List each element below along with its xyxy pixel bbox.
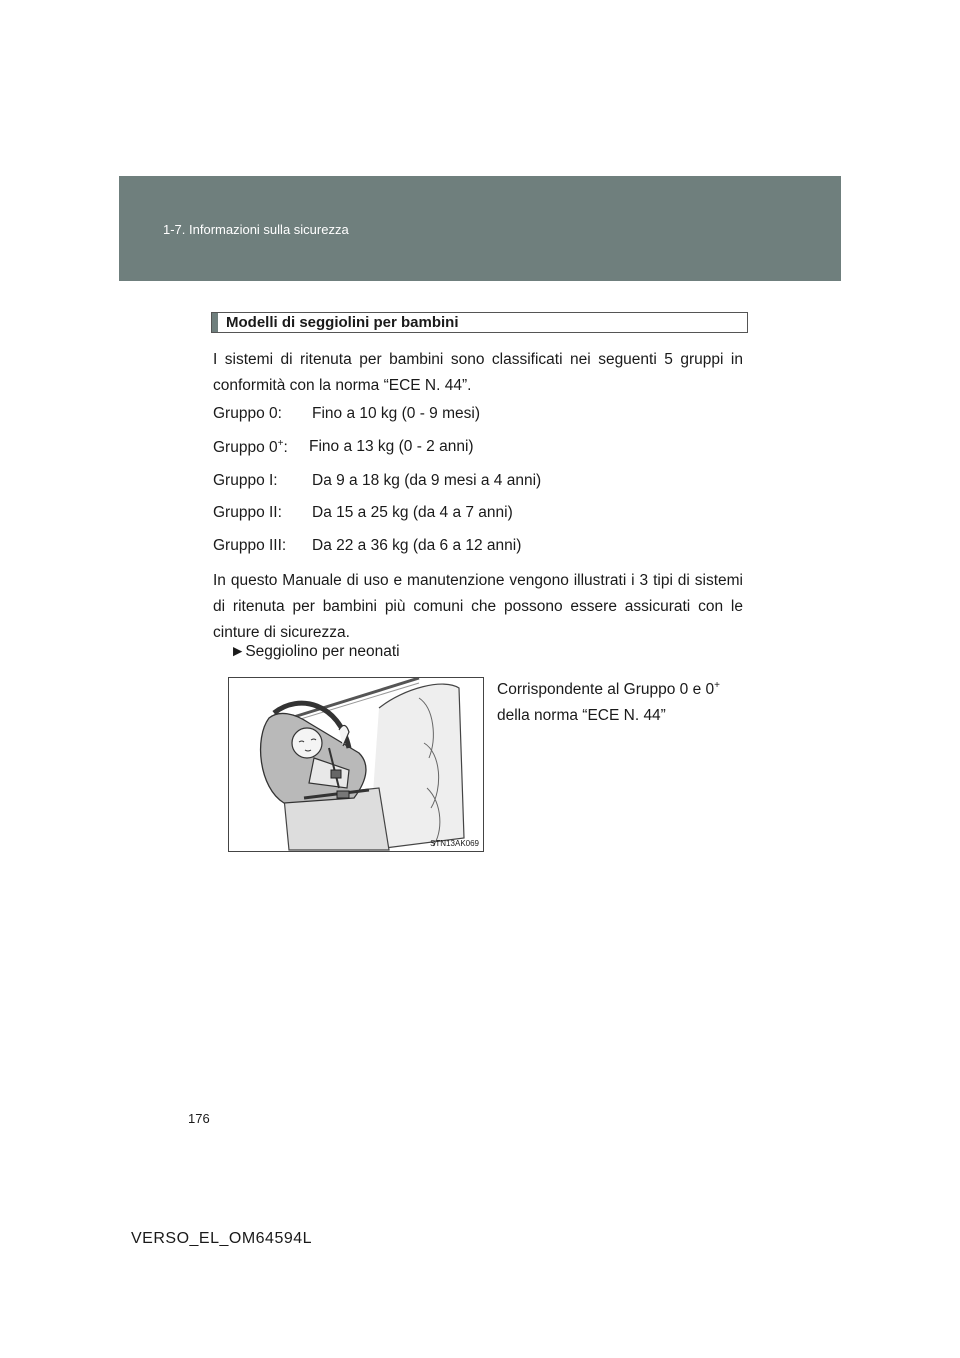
bullet-item bbox=[230, 643, 400, 661]
group-label: Gruppo II: bbox=[213, 504, 282, 521]
group-label: Gruppo I: bbox=[213, 472, 278, 489]
figure-code: STN13AK069 bbox=[430, 839, 479, 848]
group-value: Fino a 10 kg (0 - 9 mesi) bbox=[312, 405, 480, 422]
infant-seat-illustration bbox=[228, 677, 484, 852]
group-value: Da 22 a 36 kg (da 6 a 12 anni) bbox=[312, 537, 522, 554]
group-value: Da 15 a 25 kg (da 4 a 7 anni) bbox=[312, 504, 513, 521]
group-label: Gruppo 0+: bbox=[213, 438, 288, 457]
section-title: 1-7. Informazioni sulla sicurezza bbox=[163, 222, 349, 237]
heading-accent-bar bbox=[212, 313, 218, 332]
footer-document-code: VERSO_EL_OM64594L bbox=[131, 1230, 313, 1247]
manual-paragraph: In questo Manuale di uso e manutenzione vengono illustrati i 3 tipi di sistemi di ritenuta per bambini più comuni che possono essere assicurati con le cinture di sicurezza. bbox=[213, 572, 743, 641]
intro-paragraph: I sistemi di ritenuta per bambini sono classificati nei seguenti 5 gruppi in conformità con la norma “ECE N. 44”. bbox=[213, 351, 743, 394]
page-number: 176 bbox=[188, 1111, 210, 1126]
section-heading-box bbox=[211, 312, 748, 333]
group-label: Gruppo III: bbox=[213, 537, 287, 554]
bullet-label: Seggiolino per neonati bbox=[245, 643, 400, 660]
section-heading: Modelli di seggiolini per bambini bbox=[226, 314, 459, 331]
group-value: Fino a 13 kg (0 - 2 anni) bbox=[309, 438, 474, 455]
group-value: Da 9 a 18 kg (da 9 mesi a 4 anni) bbox=[312, 472, 542, 489]
bullet-arrow-icon: ► bbox=[230, 643, 246, 660]
group-label: Gruppo 0: bbox=[213, 405, 282, 422]
infant-seat-drawing bbox=[229, 678, 483, 851]
seat-description: Corrispondente al Gruppo 0 e 0+ della norma “ECE N. 44” bbox=[497, 680, 720, 725]
